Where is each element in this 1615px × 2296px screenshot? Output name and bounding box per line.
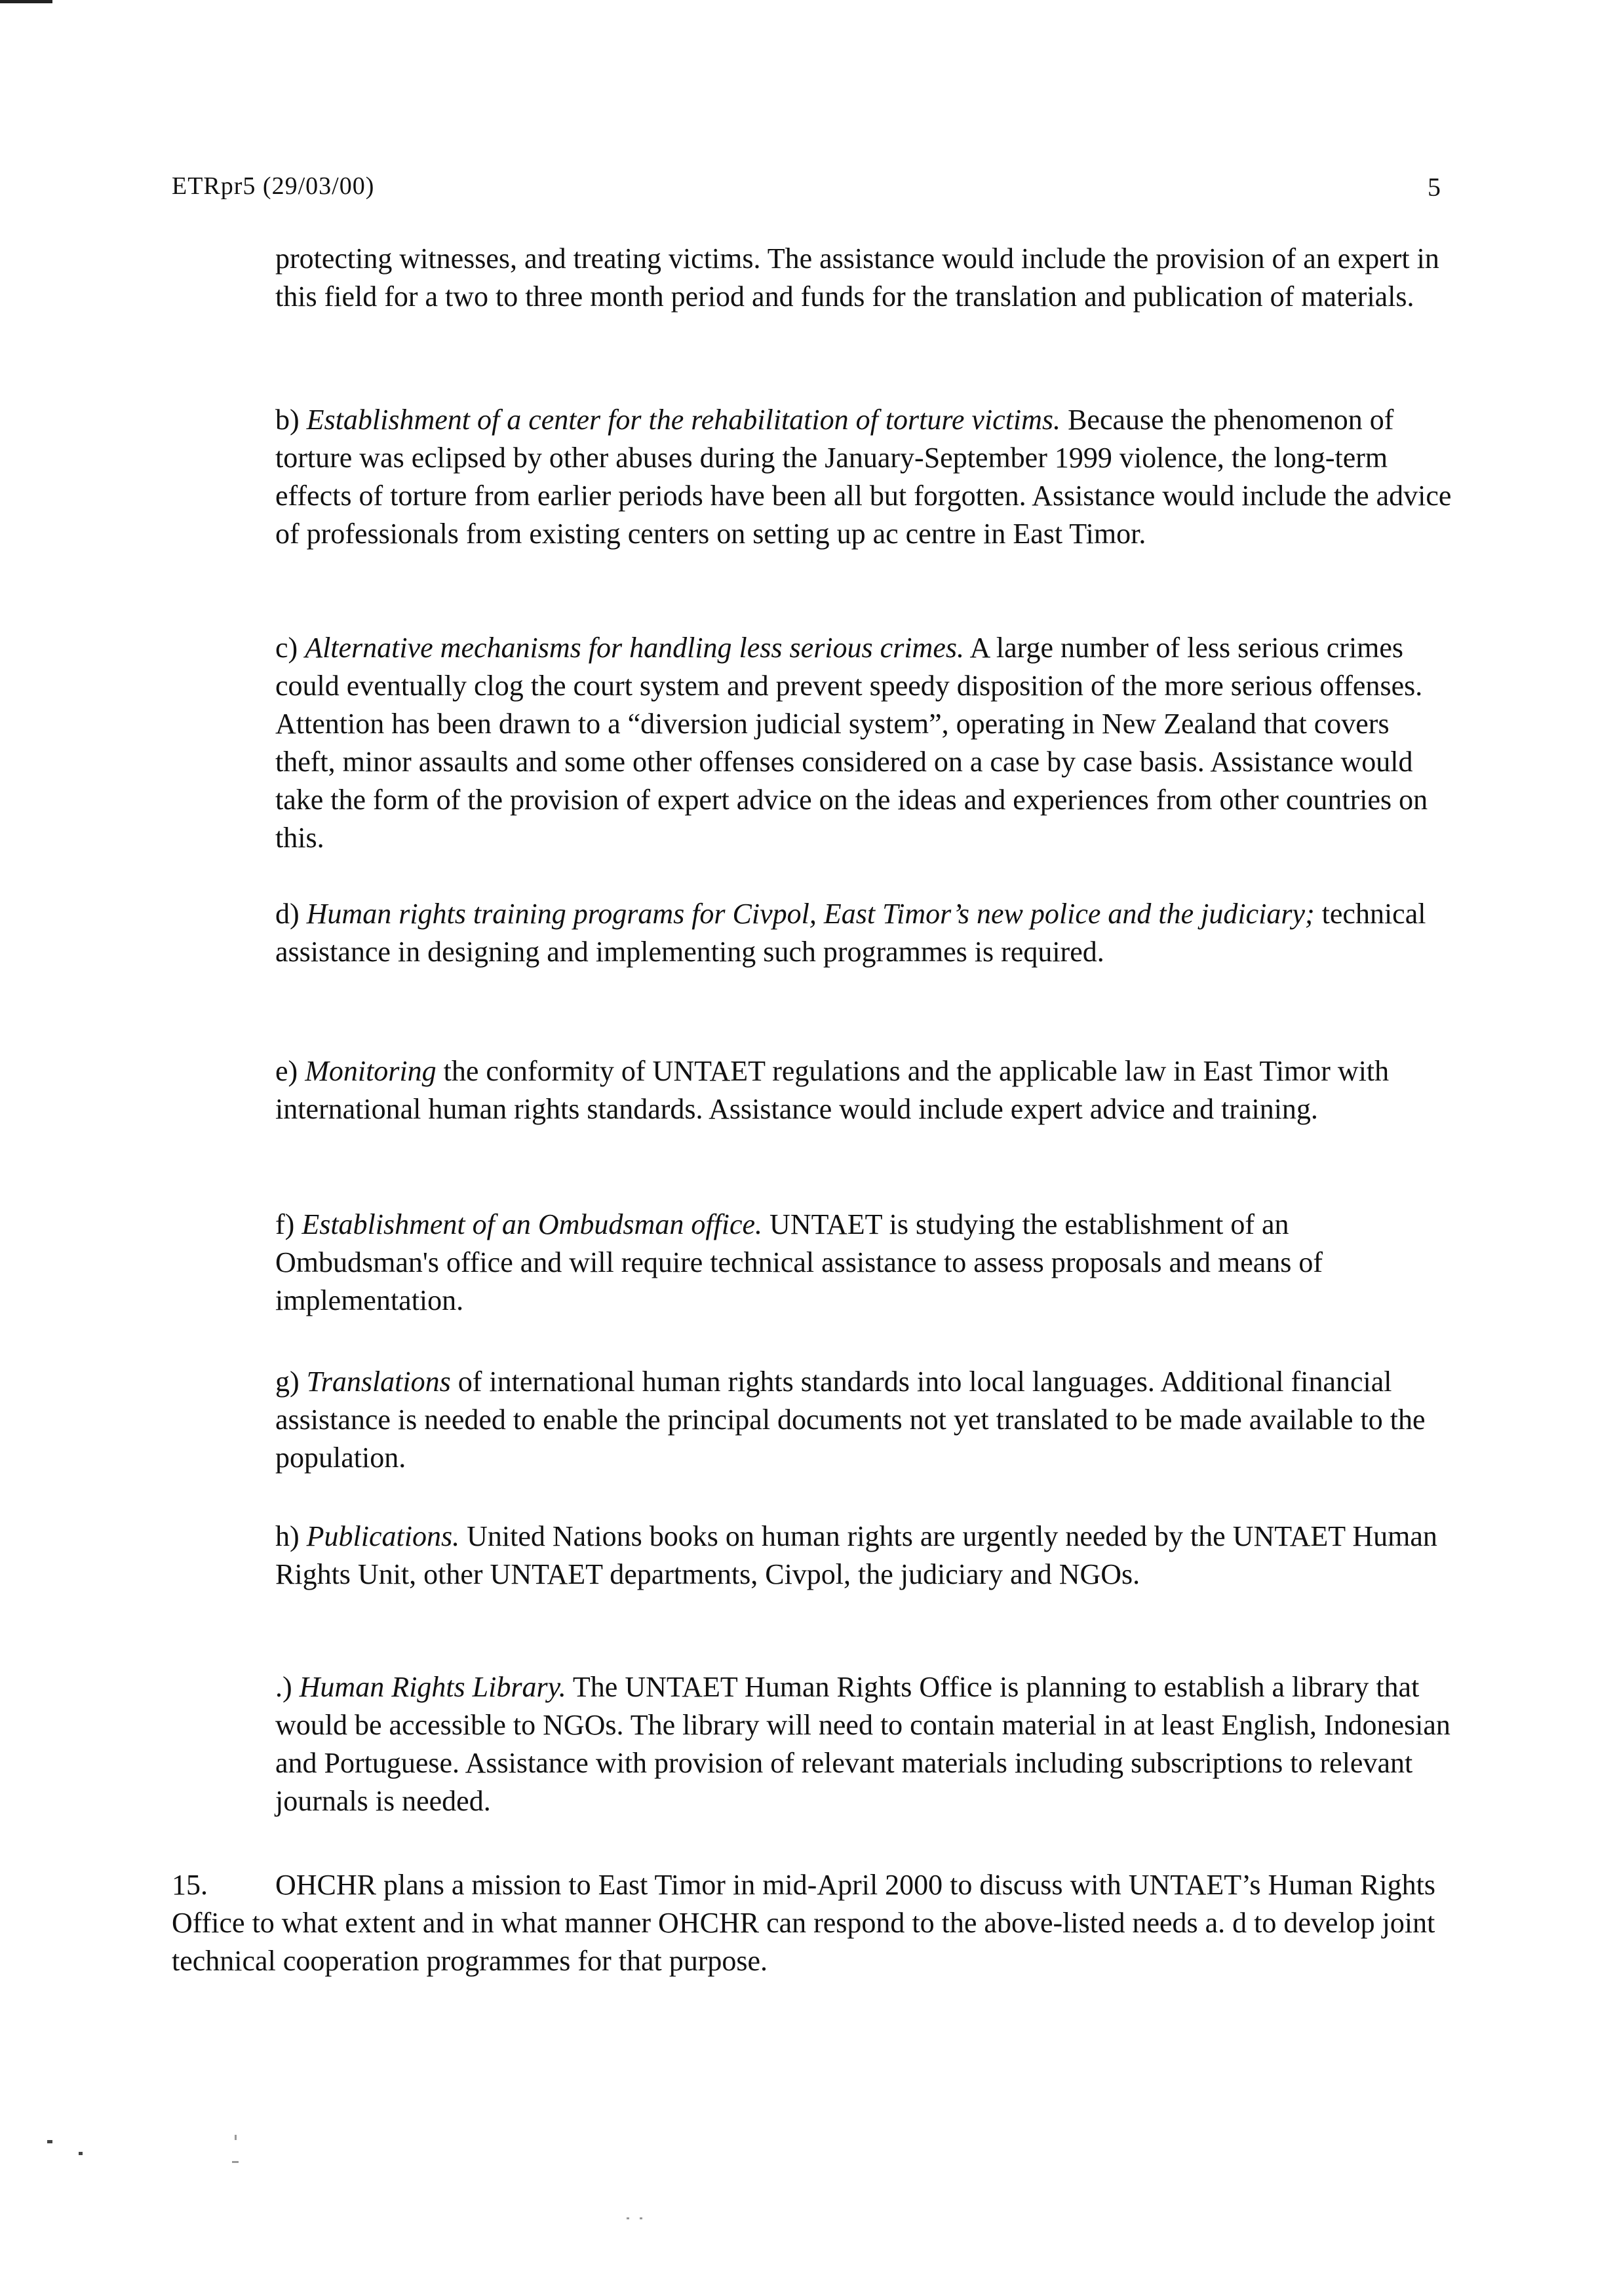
item-prefix: b) — [275, 404, 307, 436]
item-title: Human rights training programs for Civpol, East Timor’s new police and the judiciary; — [306, 898, 1315, 930]
item-prefix: f) — [275, 1208, 302, 1240]
item-e — [275, 1052, 1455, 1128]
paragraph-number: 15. — [172, 1869, 208, 1901]
item-prefix: d) — [275, 898, 307, 930]
item-g — [275, 1363, 1455, 1477]
item-text: of international human rights standards into local languages. Additional financial assistance is needed to enable the principal documents not yet translated to be made available to the population. — [275, 1366, 1426, 1474]
item-text: protecting witnesses, and treating victims. The assistance would include the provision of an expert in this field for a two to three month period and funds for the translation and publication of materials. — [275, 242, 1439, 313]
item-text: the conformity of UNTAET regulations and the applicable law in East Timor with international human rights standards. Assistance would include expert advice and training. — [275, 1055, 1390, 1125]
item-f — [275, 1206, 1455, 1320]
item-text: technical assistance in designing and implementing such programmes is required. — [275, 898, 1426, 968]
scan-artifact — [232, 2161, 239, 2163]
item-prefix: g) — [275, 1366, 307, 1398]
item-title: Publications. — [306, 1520, 460, 1552]
page-number: 5 — [1428, 172, 1441, 202]
item-text: UNTAET is studying the establishment of an Ombudsman's office and will require technical assistance to assess proposals and means of implementation. — [275, 1208, 1323, 1316]
scan-artifact — [47, 2140, 52, 2143]
scan-artifact — [79, 2152, 83, 2155]
item-title: Monitoring — [305, 1055, 437, 1087]
document-reference: ETRpr5 (29/03/00) — [172, 172, 375, 200]
paragraph-text: OHCHR plans a mission to East Timor in mid-April 2000 to discuss with UNTAET’s Human Rights Office to what extent and in what manner OHCHR can respond to the above-listed needs a. d to develop joint technical cooperation programmes for that purpose. — [172, 1869, 1435, 1977]
paragraph-15 — [172, 1866, 1456, 1980]
scan-artifact — [640, 2217, 642, 2219]
item-a-continuation — [275, 240, 1455, 316]
item-h — [275, 1518, 1455, 1594]
item-i — [275, 1668, 1455, 1820]
item-title: Human Rights Library. — [299, 1671, 566, 1703]
item-title: Alternative mechanisms for handling less serious crimes. — [305, 632, 964, 664]
scan-artifact — [0, 0, 52, 3]
item-text: A large number of less serious crimes could eventually clog the court system and prevent speedy disposition of the more serious offenses. Attention has been drawn to a “diversion judicial system”, operating in New Zealand that covers theft, minor assaults and some other offenses considered on a case by case basis. Assistance would take the form of the provision of expert advice on the ideas and experiences from other countries on this. — [275, 632, 1428, 854]
item-text: United Nations books on human rights are urgently needed by the UNTAET Human Rights Unit, other UNTAET departments, Civpol, the judiciary and NGOs. — [275, 1520, 1437, 1590]
item-prefix: h) — [275, 1520, 307, 1552]
item-d — [275, 895, 1455, 971]
item-prefix: e) — [275, 1055, 305, 1087]
item-b — [275, 401, 1455, 553]
scan-artifact — [235, 2135, 237, 2140]
item-c — [275, 629, 1455, 857]
item-prefix: c) — [275, 632, 305, 664]
item-text: Because the phenomenon of torture was eclipsed by other abuses during the January-September 1999 violence, the long-term effects of torture from earlier periods have been all but forgotten. Assistance would include the advice of professionals from existing centers on setting up ac centre in East Timor. — [275, 404, 1452, 550]
item-title: Translations — [306, 1366, 451, 1398]
item-title: Establishment of an Ombudsman office. — [302, 1208, 763, 1240]
item-title: Establishment of a center for the rehabilitation of torture victims. — [306, 404, 1061, 436]
item-prefix: .) — [275, 1671, 300, 1703]
scan-artifact — [627, 2217, 629, 2219]
item-text: The UNTAET Human Rights Office is planning to establish a library that would be accessible to NGOs. The library will need to contain material in at least English, Indonesian and Portuguese. Assistance with provision of relevant materials including subscriptions to relevant journals is needed. — [275, 1671, 1450, 1817]
